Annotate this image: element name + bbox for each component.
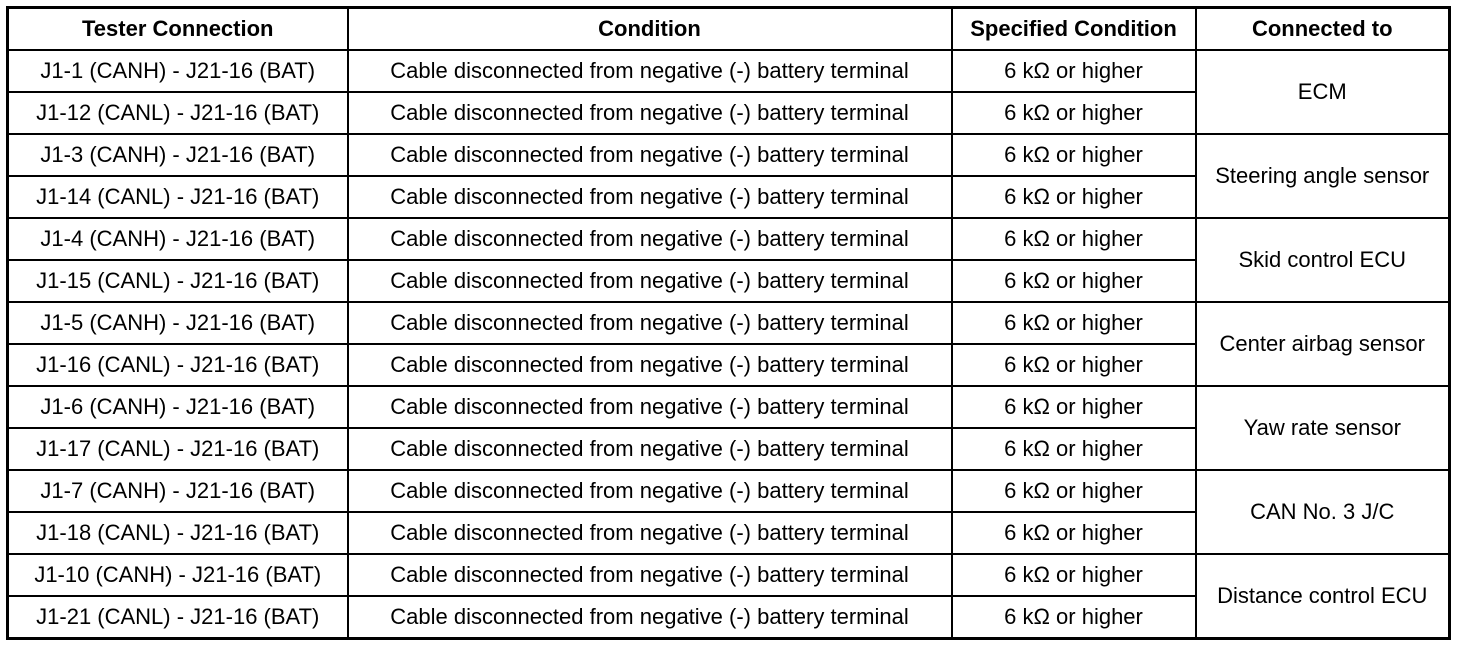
tester-connection-cell: J1-16 (CANL) - J21-16 (BAT) — [8, 344, 348, 386]
condition-cell: Cable disconnected from negative (-) battery terminal — [348, 260, 952, 302]
condition-cell: Cable disconnected from negative (-) battery terminal — [348, 218, 952, 260]
header-tester-connection: Tester Connection — [8, 8, 348, 51]
table-row — [8, 470, 1450, 512]
table-row — [8, 302, 1450, 344]
table-row — [8, 386, 1450, 428]
specified-condition-cell: 6 kΩ or higher — [952, 50, 1196, 92]
tester-connection-cell: J1-17 (CANL) - J21-16 (BAT) — [8, 428, 348, 470]
table-row — [8, 50, 1450, 92]
tester-connection-cell: J1-14 (CANL) - J21-16 (BAT) — [8, 176, 348, 218]
condition-cell: Cable disconnected from negative (-) battery terminal — [348, 92, 952, 134]
tester-connection-cell: J1-1 (CANH) - J21-16 (BAT) — [8, 50, 348, 92]
specified-condition-cell: 6 kΩ or higher — [952, 302, 1196, 344]
specified-condition-cell: 6 kΩ or higher — [952, 596, 1196, 639]
condition-cell: Cable disconnected from negative (-) battery terminal — [348, 134, 952, 176]
specified-condition-cell: 6 kΩ or higher — [952, 554, 1196, 596]
table-row — [8, 134, 1450, 176]
specified-condition-cell: 6 kΩ or higher — [952, 134, 1196, 176]
specified-condition-cell: 6 kΩ or higher — [952, 260, 1196, 302]
specified-condition-cell: 6 kΩ or higher — [952, 176, 1196, 218]
tester-connection-cell: J1-4 (CANH) - J21-16 (BAT) — [8, 218, 348, 260]
connected-to-cell: ECM — [1196, 50, 1450, 134]
specified-condition-cell: 6 kΩ or higher — [952, 470, 1196, 512]
specified-condition-cell: 6 kΩ or higher — [952, 386, 1196, 428]
header-connected-to: Connected to — [1196, 8, 1450, 51]
condition-cell: Cable disconnected from negative (-) battery terminal — [348, 344, 952, 386]
header-specified-condition: Specified Condition — [952, 8, 1196, 51]
connected-to-cell: Yaw rate sensor — [1196, 386, 1450, 470]
condition-cell: Cable disconnected from negative (-) battery terminal — [348, 554, 952, 596]
tester-connection-cell: J1-18 (CANL) - J21-16 (BAT) — [8, 512, 348, 554]
specified-condition-cell: 6 kΩ or higher — [952, 512, 1196, 554]
tester-connection-cell: J1-10 (CANH) - J21-16 (BAT) — [8, 554, 348, 596]
specified-condition-cell: 6 kΩ or higher — [952, 92, 1196, 134]
specified-condition-cell: 6 kΩ or higher — [952, 428, 1196, 470]
specified-condition-cell: 6 kΩ or higher — [952, 344, 1196, 386]
condition-cell: Cable disconnected from negative (-) battery terminal — [348, 50, 952, 92]
tester-connection-cell: J1-5 (CANH) - J21-16 (BAT) — [8, 302, 348, 344]
document-page — [6, 6, 1448, 642]
condition-cell: Cable disconnected from negative (-) battery terminal — [348, 596, 952, 639]
connected-to-cell: CAN No. 3 J/C — [1196, 470, 1450, 554]
condition-cell: Cable disconnected from negative (-) battery terminal — [348, 176, 952, 218]
condition-cell: Cable disconnected from negative (-) battery terminal — [348, 428, 952, 470]
header-condition: Condition — [348, 8, 952, 51]
tester-connection-cell: J1-6 (CANH) - J21-16 (BAT) — [8, 386, 348, 428]
specified-condition-cell: 6 kΩ or higher — [952, 218, 1196, 260]
table-row — [8, 218, 1450, 260]
table-header-row — [8, 8, 1450, 51]
table-row — [8, 554, 1450, 596]
connected-to-cell: Skid control ECU — [1196, 218, 1450, 302]
connected-to-cell: Distance control ECU — [1196, 554, 1450, 639]
tester-connection-cell: J1-15 (CANL) - J21-16 (BAT) — [8, 260, 348, 302]
condition-cell: Cable disconnected from negative (-) battery terminal — [348, 386, 952, 428]
tester-connection-cell: J1-3 (CANH) - J21-16 (BAT) — [8, 134, 348, 176]
connected-to-cell: Center airbag sensor — [1196, 302, 1450, 386]
resistance-spec-table — [6, 6, 1451, 640]
tester-connection-cell: J1-12 (CANL) - J21-16 (BAT) — [8, 92, 348, 134]
condition-cell: Cable disconnected from negative (-) battery terminal — [348, 512, 952, 554]
condition-cell: Cable disconnected from negative (-) battery terminal — [348, 302, 952, 344]
tester-connection-cell: J1-7 (CANH) - J21-16 (BAT) — [8, 470, 348, 512]
tester-connection-cell: J1-21 (CANL) - J21-16 (BAT) — [8, 596, 348, 639]
condition-cell: Cable disconnected from negative (-) battery terminal — [348, 470, 952, 512]
connected-to-cell: Steering angle sensor — [1196, 134, 1450, 218]
